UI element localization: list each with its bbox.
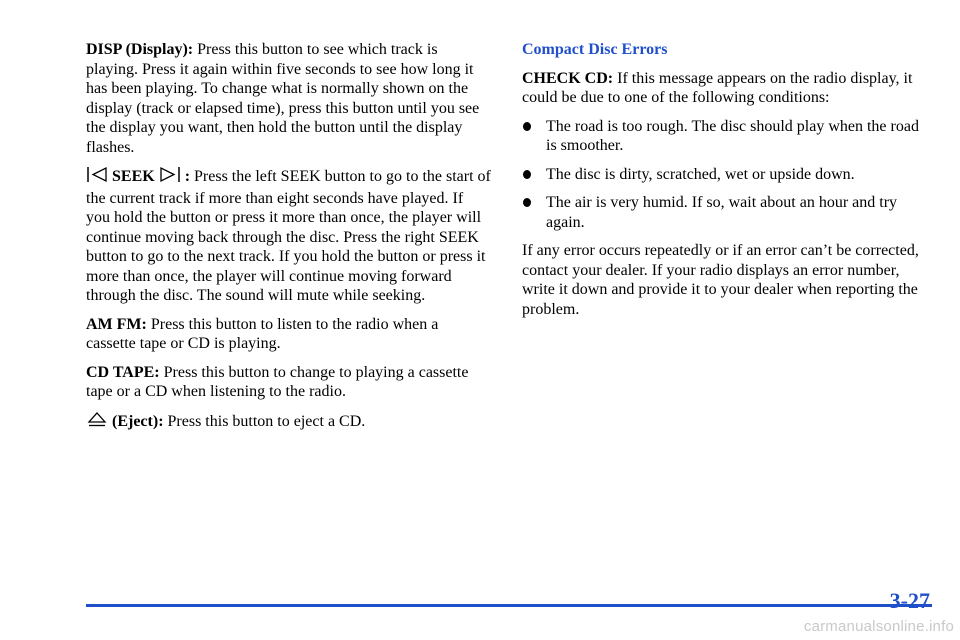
amfm-label: AM FM: — [86, 315, 147, 333]
closing-paragraph: If any error occurs repeatedly or if an error can’t be corrected, contact your dealer. If your radio displays an error number, write it down and provide it to your dealer when reporting the problem. — [522, 242, 919, 318]
check-cd-paragraph — [522, 69, 932, 108]
left-column — [86, 40, 491, 442]
page-number: 3-27 — [889, 588, 930, 613]
check-cd-text: If this message appears on the radio display, it could be due to one of the following conditions: — [522, 69, 913, 106]
eject-paragraph — [86, 411, 491, 434]
seek-text: Press the left SEEK button to go to the start of the current track if more than eight seconds have played. If you hold the button or press it more than once, the player will continue moving back through the disc. Press the right SEEK button to go to the next track. If you hold the button or press it more than once, the player will continue moving forward through the disc. The sound will mute while seeking. — [86, 168, 491, 304]
cdtape-label: CD TAPE: — [86, 363, 160, 381]
list-item-text: The disc is dirty, scratched, wet or upside down. — [546, 165, 855, 183]
watermark: carmanualsonline.info — [803, 618, 954, 635]
eject-text: Press this button to eject a CD. — [163, 412, 366, 430]
list-item — [522, 165, 932, 185]
list-item — [522, 193, 932, 232]
bullet-icon — [523, 198, 531, 207]
list-item-text: The air is very humid. If so, wait about an hour and try again. — [546, 194, 898, 231]
amfm-paragraph — [86, 315, 491, 354]
check-cd-label: CHECK CD: — [522, 69, 614, 87]
disp-paragraph — [86, 40, 491, 157]
seek-paragraph — [86, 166, 491, 306]
amfm-text: Press this button to listen to the radio when a cassette tape or CD is playing. — [86, 315, 439, 352]
section-heading: Compact Disc Errors — [522, 41, 668, 58]
cdtape-paragraph — [86, 363, 491, 402]
eject-icon — [86, 411, 108, 434]
cdtape-text: Press this button to change to playing a cassette tape or a CD when listening to the radio. — [86, 363, 469, 400]
list-item-text: The road is too rough. The disc should play when the road is smoother. — [546, 117, 919, 154]
list-item — [522, 117, 932, 156]
bullet-icon — [523, 122, 531, 131]
eject-label: (Eject): — [112, 412, 164, 430]
footer-rule — [86, 604, 932, 607]
seek-forward-icon — [159, 166, 181, 189]
condition-list — [522, 117, 932, 233]
disp-label: DISP (Display): — [86, 41, 194, 58]
seek-label: SEEK — [112, 168, 155, 185]
seek-colon: : — [184, 168, 191, 185]
bullet-icon — [523, 170, 531, 179]
seek-back-icon — [86, 166, 108, 189]
disp-text: Press this button to see which track is playing. Press it again within five seconds to see how long it has been playing. To change what is normally shown on the display (track or elapsed time), press this button until you see the display you want, then hold the button until the display flashes. — [86, 41, 480, 156]
right-column — [522, 40, 932, 328]
